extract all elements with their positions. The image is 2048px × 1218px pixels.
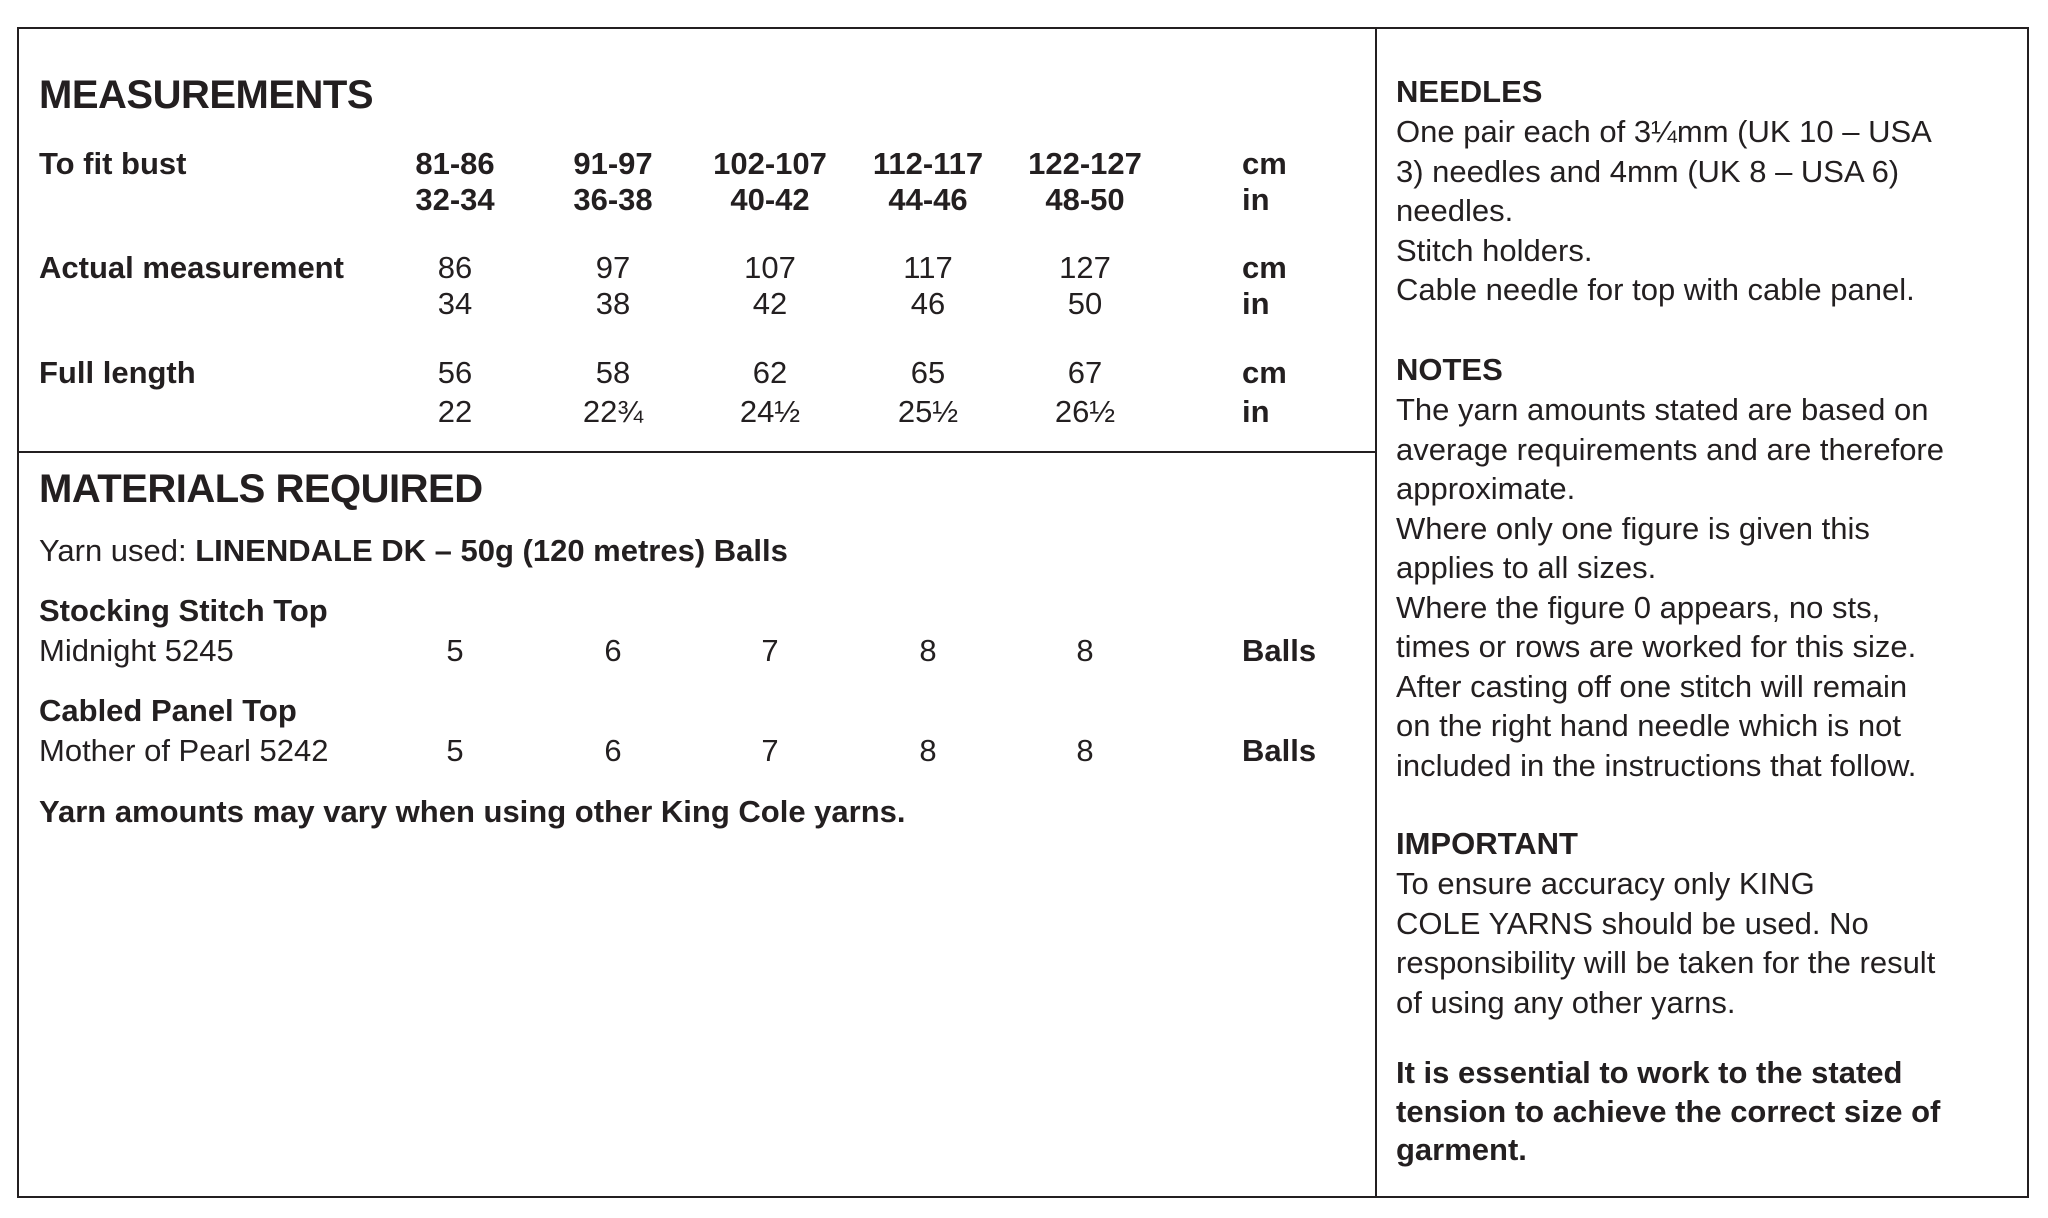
notes-line-1: The yarn amounts stated are based on [1396,392,1929,427]
notes-line-7: times or rows are worked for this size. [1396,629,1917,664]
stocking-balls-1: 5 [446,633,464,668]
cabled-balls-3: 7 [761,733,779,768]
length-cm-5: 67 [1067,355,1103,390]
notes-line-3: approximate. [1396,471,1576,506]
length-in-5: 26½ [1054,394,1116,429]
yarn-used-name: LINENDALE DK – 50g (120 metres) Balls [195,533,788,568]
bust-unit-in: in [1242,182,1270,217]
length-unit-in: in [1242,394,1270,429]
cabled-title: Cabled Panel Top [39,693,297,728]
to-fit-bust-label: To fit bust [39,146,187,181]
needles-line-5: Cable needle for top with cable panel. [1396,272,1915,307]
length-cm-1: 56 [437,355,473,390]
cabled-balls-1: 5 [446,733,464,768]
bust-in-3: 40-42 [730,182,810,217]
bust-cm-1: 81-86 [415,146,495,181]
important-line-3: responsibility will be taken for the result [1396,945,1936,980]
actual-in-5: 50 [1067,286,1103,321]
stocking-balls-2: 6 [604,633,622,668]
actual-unit-cm: cm [1242,250,1287,285]
needles-line-1: One pair each of 3¼mm (UK 10 – USA [1396,114,1932,149]
stocking-balls-4: 8 [919,633,937,668]
important-heading: IMPORTANT [1396,826,1578,861]
yarn-used-prefix: Yarn used: [39,533,196,568]
actual-cm-1: 86 [437,250,473,285]
actual-measurement-label: Actual measurement [39,250,344,285]
notes-line-4: Where only one figure is given this [1396,510,1870,546]
cabled-balls-2: 6 [604,733,622,768]
actual-cm-4: 117 [903,250,953,285]
important-bold-line-1: It is essential to work to the stated [1396,1055,1903,1090]
actual-in-2: 38 [595,286,631,321]
yarn-used-line [39,533,788,569]
section-divider [17,451,1377,453]
bust-in-5: 48-50 [1045,182,1125,217]
stocking-shade: Midnight 5245 [39,633,234,668]
length-unit-cm: cm [1242,355,1287,390]
length-in-2: 22¾ [582,394,644,429]
length-in-3: 24½ [739,394,801,429]
measurements-heading: MEASUREMENTS [39,73,374,117]
important-line-4: of using any other yarns. [1396,984,1736,1020]
cabled-balls-5: 8 [1076,733,1094,768]
yarn-amounts-note: Yarn amounts may vary when using other King Cole yarns. [39,794,906,829]
notes-line-9: on the right hand needle which is not [1396,708,1901,743]
actual-in-4: 46 [910,286,946,321]
cabled-shade: Mother of Pearl 5242 [39,733,329,768]
actual-unit-in: in [1242,286,1270,321]
bust-in-2: 36-38 [573,182,653,217]
actual-in-1: 34 [437,286,473,321]
actual-in-3: 42 [752,286,788,321]
notes-heading: NOTES [1396,352,1503,387]
length-cm-3: 62 [752,355,788,390]
cabled-balls-4: 8 [919,733,937,768]
needles-heading: NEEDLES [1396,74,1543,109]
bust-cm-4: 112-117 [872,146,984,181]
length-cm-2: 58 [595,355,631,390]
stocking-balls-3: 7 [761,633,779,668]
bust-unit-cm: cm [1242,146,1287,181]
notes-line-5: applies to all sizes. [1396,550,1657,585]
full-length-label: Full length [39,355,196,390]
bust-cm-2: 91-97 [573,146,653,181]
needles-line-2: 3) needles and 4mm (UK 8 – USA 6) [1396,153,1900,189]
length-in-4: 25½ [897,394,959,429]
important-bold-line-3: garment. [1396,1132,1527,1167]
length-cm-4: 65 [910,355,946,390]
bust-cm-3: 102-107 [713,146,827,181]
stocking-title: Stocking Stitch Top [39,593,328,628]
stocking-unit: Balls [1242,633,1317,668]
needles-line-3: needles. [1396,193,1514,228]
bust-in-1: 32-34 [415,182,495,217]
actual-cm-5: 127 [1059,250,1111,285]
materials-heading: MATERIALS REQUIRED [39,467,483,511]
important-line-1: To ensure accuracy only KING [1396,866,1815,901]
important-bold-line-2: tension to achieve the correct size of [1396,1093,1941,1129]
notes-line-2: average requirements and are therefore [1396,431,1944,467]
actual-cm-2: 97 [595,250,631,285]
notes-line-8: After casting off one stitch will remain [1396,668,1908,704]
bust-cm-5: 122-127 [1028,146,1142,181]
notes-line-10: included in the instructions that follow. [1396,747,1917,783]
important-line-2: COLE YARNS should be used. No [1396,905,1869,941]
needles-line-4: Stitch holders. [1396,232,1593,268]
notes-line-6: Where the figure 0 appears, no sts, [1396,589,1881,625]
length-in-1: 22 [437,394,473,429]
column-divider [1375,27,1377,1198]
actual-cm-3: 107 [744,250,796,285]
cabled-unit: Balls [1242,733,1317,768]
bust-in-4: 44-46 [888,182,968,217]
stocking-balls-5: 8 [1076,633,1094,668]
